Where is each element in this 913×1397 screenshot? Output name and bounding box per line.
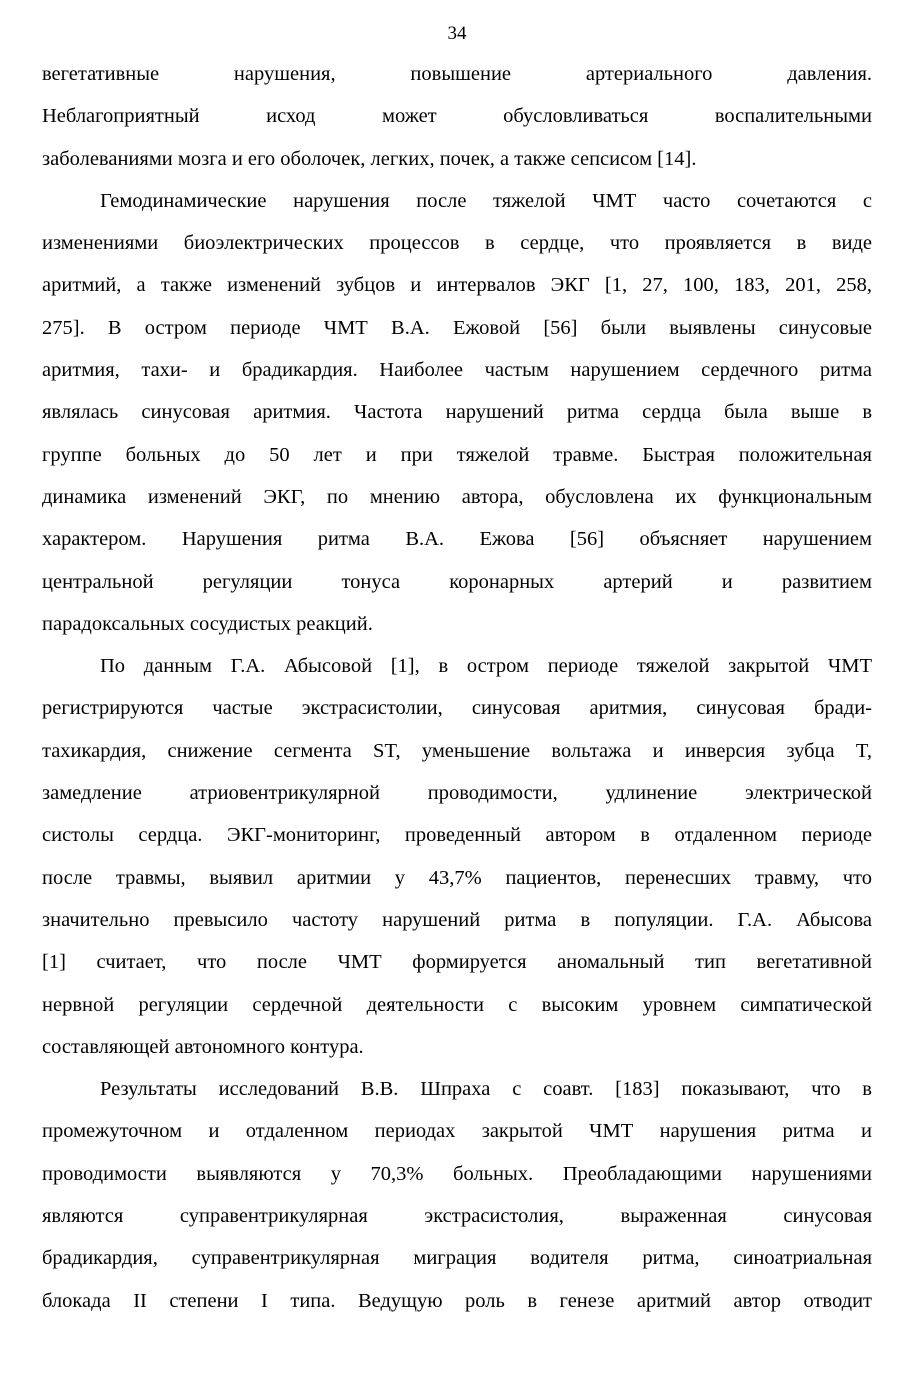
paragraph [42,58,872,185]
text-line: замедление атриовентрикулярной проводимости, удлинение электрической [42,782,872,805]
text-line: промежуточном и отдаленном периодах закрытой ЧМТ нарушения ритма и [42,1120,872,1143]
paragraph [42,650,872,1073]
text-line: являются суправентрикулярная экстрасистолия, выраженная синусовая [42,1205,872,1228]
text-line: составляющей автономного контура. [42,1035,364,1058]
text-line: вегетативные нарушения, повышение артериального давления. [42,63,872,85]
text-line: [1] считает, что после ЧМТ формируется аномальный тип вегетативной [42,951,872,974]
text-line: регистрируются частые экстрасистолии, синусовая аритмия, синусовая бради- [42,697,872,720]
text-line: Результаты исследований В.В. Шпраха с соавт. [183] показывают, что в [100,1078,872,1101]
text-line: парадоксальных сосудистых реакций. [42,612,373,635]
text-line: проводимости выявляются у 70,3% больных. Преобладающими нарушениями [42,1162,872,1185]
text-line: тахикардия, снижение сегмента ST, уменьшение вольтажа и инверсия зубца T, [42,739,872,762]
text-line: аритмий, а также изменений зубцов и интервалов ЭКГ [1, 27, 100, 183, 201, 258, [42,274,872,297]
text-line: группе больных до 50 лет и при тяжелой травме. Быстрая положительная [42,443,872,466]
paragraph [42,185,872,650]
text-line: систолы сердца. ЭКГ-мониторинг, проведенный автором в отдаленном периоде [42,824,872,847]
text-line: нервной регуляции сердечной деятельности с высоким уровнем симпатической [42,993,872,1016]
text-line: заболеваниями мозга и его оболочек, легких, почек, а также сепсисом [14]. [42,147,697,170]
page-number: 34 [447,23,467,44]
text-line: являлась синусовая аритмия. Частота нарушений ритма сердца была выше в [42,401,872,424]
text-line: 275]. В остром периоде ЧМТ В.А. Ежовой [56] были выявлены синусовые [42,316,872,339]
text-line: Неблагоприятный исход может обусловливаться воспалительными [42,105,872,128]
text-line: характером. Нарушения ритма В.А. Ежова [56] объясняет нарушением [42,528,872,551]
text-line: центральной регуляции тонуса коронарных артерий и развитием [42,570,872,593]
text-line: значительно превысило частоту нарушений ритма в популяции. Г.А. Абысова [42,908,872,931]
text-line: аритмия, тахи- и брадикардия. Наиболее частым нарушением сердечного ритма [42,359,872,382]
text-line: изменениями биоэлектрических процессов в сердце, что проявляется в виде [42,232,872,255]
paragraph [42,1073,872,1327]
text-line: По данным Г.А. Абысовой [1], в остром периоде тяжелой закрытой ЧМТ [100,655,872,678]
text-line: после травмы, выявил аритмии у 43,7% пациентов, перенесших травму, что [42,866,872,889]
text-line: Гемодинамические нарушения после тяжелой ЧМТ часто сочетаются с [100,189,872,212]
text-line: блокада II степени I типа. Ведущую роль в генезе аритмий автор отводит [42,1289,872,1312]
text-line: брадикардия, суправентрикулярная миграция водителя ритма, синоатриальная [42,1247,872,1270]
body-text [42,58,872,1327]
text-line: динамика изменений ЭКГ, по мнению автора, обусловлена их функциональным [42,485,872,508]
